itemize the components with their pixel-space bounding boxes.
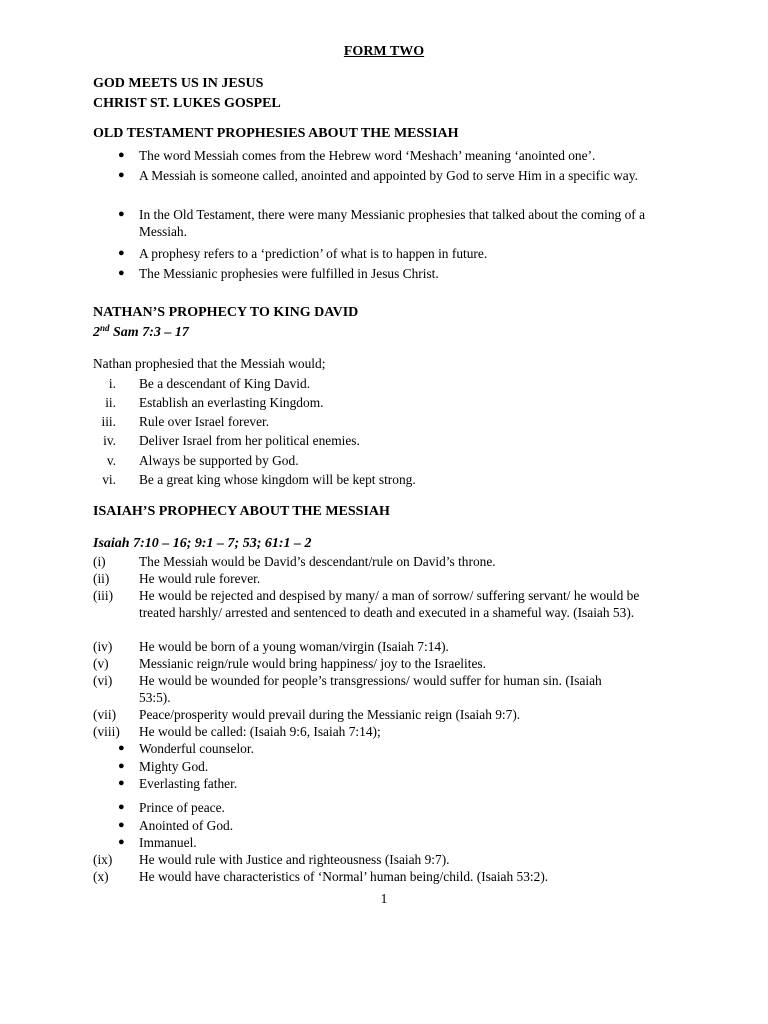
document-page: FORM TWO GOD MEETS US IN JESUS CHRIST ST. LUKES GOSPEL OLD TESTAMENT PROPHESIES ABOUT THE MESSIAH ● The word Messiah comes from the Hebrew word ‘Meshach’ meaning ‘anointed one’. ● A Messiah is someone called, anointed and appointed by God to serve Him in a specific way. ● In the Old Testament, there were many Messianic prophesies that talked about the coming of a Messiah. ● A prophesy refers to a ‘prediction’ of what is to happen in future. ● The Messianic prophesies were fulfilled in Jesus Christ. NATHAN’S PROPHECY TO KING DAVID 2nd Sam 7:3 – 17 Nathan prophesied that the Messiah would; i. Be a descendant of King David. ii. Establish an everlasting Kingdom. iii. Rule over Israel forever. iv. Deliver Israel from her political enemies. v. Always be supported by God. vi. Be a great king whose kingdom will be kept strong. ISAIAH’S PROPHECY ABOUT THE MESSIAH Isaiah 7:10 – 16; 9:1 – 7; 53; 61:1 – 2 (i) The Messiah would be David’s descendant/rule on David’s throne. (ii) He would rule forever. (iii) He would be rejected and despised by many/ a man of sorrow/ suffering servant/ he would be treated harshly/ arrested and sentenced to death and executed in a shameful way. (Isaiah 53). (iv) He would be born of a young woman/virgin (Isaiah 7:14). (v) Messianic reign/rule would bring happiness/ joy to the Israelites. (vi) He would be wounded for people’s transgressions/ would suffer for human sin. (Isaiah 53:5). (vii) Peace/prosperity would prevail during the Messianic reign (Isaiah 9:7). (viii) He would be called: (Isaiah 9:6, Isaiah 7:14); ● Wonderful counselor. ● Mighty God. ● Everlasting father. ● Prince of peace. ● Anointed of God. ● Immanuel. (ix) He would rule with Justice and righteousness (Isaiah 9:7). (x) He would have characteristics of ‘Normal’ human being/child. (Isaiah 53:2). 1 — [0, 0, 768, 1024]
bullet-icon: ● — [118, 267, 125, 279]
section-heading-nathan: NATHAN’S PROPHECY TO KING DAVID — [93, 305, 359, 320]
bullet-icon: ● — [118, 247, 125, 259]
bullet-icon: ● — [118, 208, 125, 220]
bullet-icon: ● — [118, 760, 125, 772]
bullet-icon: ● — [118, 801, 125, 813]
bullet-icon: ● — [118, 836, 125, 848]
page-title: FORM TWO — [343, 44, 425, 59]
bullet-icon: ● — [118, 149, 125, 161]
main-heading-line1: GOD MEETS US IN JESUS — [93, 76, 264, 91]
page-number: 1 — [380, 891, 388, 906]
bullet-icon: ● — [118, 742, 125, 754]
bullet-icon: ● — [118, 169, 125, 181]
main-heading-line2: CHRIST ST. LUKES GOSPEL — [93, 96, 281, 111]
section-heading-old-testament: OLD TESTAMENT PROPHESIES ABOUT THE MESSIAH — [93, 126, 459, 141]
section-heading-isaiah: ISAIAH’S PROPHECY ABOUT THE MESSIAH — [93, 504, 390, 519]
bullet-icon: ● — [118, 819, 125, 831]
intro-text: Nathan prophesied that the Messiah would; — [93, 356, 326, 371]
scripture-reference: Isaiah 7:10 – 16; 9:1 – 7; 53; 61:1 – 2 — [93, 536, 312, 551]
bullet-icon: ● — [118, 777, 125, 789]
scripture-reference: 2nd Sam 7:3 – 17 — [93, 323, 189, 340]
